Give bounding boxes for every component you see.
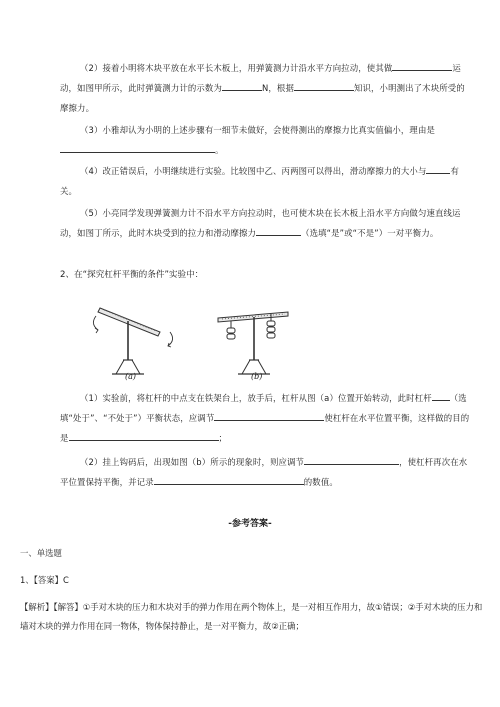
q2-part2: （2）挂上钩码后，出现如图（b）所示的现象时，则应调节 ，使杠杆再次在水平位置保持平衡，并记录 的数值。 — [60, 452, 470, 492]
answers-title: -参考答案- — [228, 519, 272, 529]
section-heading: 一、单选题 — [20, 548, 62, 558]
blank-record[interactable] — [154, 473, 304, 485]
blank-knowledge[interactable] — [294, 79, 354, 91]
blank-balance[interactable] — [256, 224, 301, 236]
blank-motion[interactable] — [392, 59, 452, 71]
q1-part4: （4）改正错误后，小明继续进行实验。比较图中乙、丙两图可以得出，滑动摩擦力的大小与 有关。 — [60, 161, 470, 201]
blank-factor[interactable] — [426, 162, 450, 174]
q2-part1: （1）实验前，将杠杆的中点支在铁架台上，放手后，杠杆从图（a）位置开始转动，此时杠杆 （选填“处于”、“不处于”）平衡状态，应调节 使杠杆在水平位置平衡，这样做的目的是 ； — [60, 388, 470, 448]
blank-reason[interactable] — [60, 141, 215, 153]
lever-a — [93, 308, 172, 374]
caption-b: (b) — [251, 372, 263, 381]
blank-state[interactable] — [432, 389, 450, 401]
answer-label: 1、【答案】C — [20, 575, 69, 585]
q1-part3: （3）小雅却认为小明的上述步骤有一细节未做好，会使得测出的摩擦力比真实值偏小，理由是。 — [60, 120, 470, 160]
blank-purpose[interactable] — [69, 429, 219, 441]
blank-reading[interactable] — [222, 79, 262, 91]
blank-adjust[interactable] — [304, 453, 399, 465]
lever-b — [218, 312, 288, 374]
q1-part5: （5）小亮同学发现弹簧测力计不沿水平方向拉动时，也可使木块在长木板上沿水平方向做匀速直线运动，如图丁所示，此时木块受到的拉力和滑动摩擦力 （选填“是”或“不是”）一对平衡力。 — [60, 208, 461, 238]
caption-a: (a) — [125, 372, 137, 381]
lever-figure — [90, 288, 310, 388]
q2-heading: 2、在“探究杠杆平衡的条件”实验中： — [60, 270, 204, 280]
answer-analysis: 【解析】【解答】①手对木块的压力和木块对手的弹力作用在两个物体上，是一对相互作用力，故①错误；②手对木块的压力和墙对木块的弹力作用在同一物体，物体保持静止，是一对平衡力，故②正确； — [20, 602, 483, 631]
lever-diagrams — [90, 288, 310, 388]
blank-adjust-nut[interactable] — [214, 409, 324, 421]
q1-part2: （2）接着小明将木块平放在水平长木板上，用弹簧测力计沿水平方向拉动，使其做 运动，如图甲所示，此时弹簧测力计的示数为 N，根据 知识，小明测出了木块所受的摩擦力。 — [60, 58, 470, 118]
